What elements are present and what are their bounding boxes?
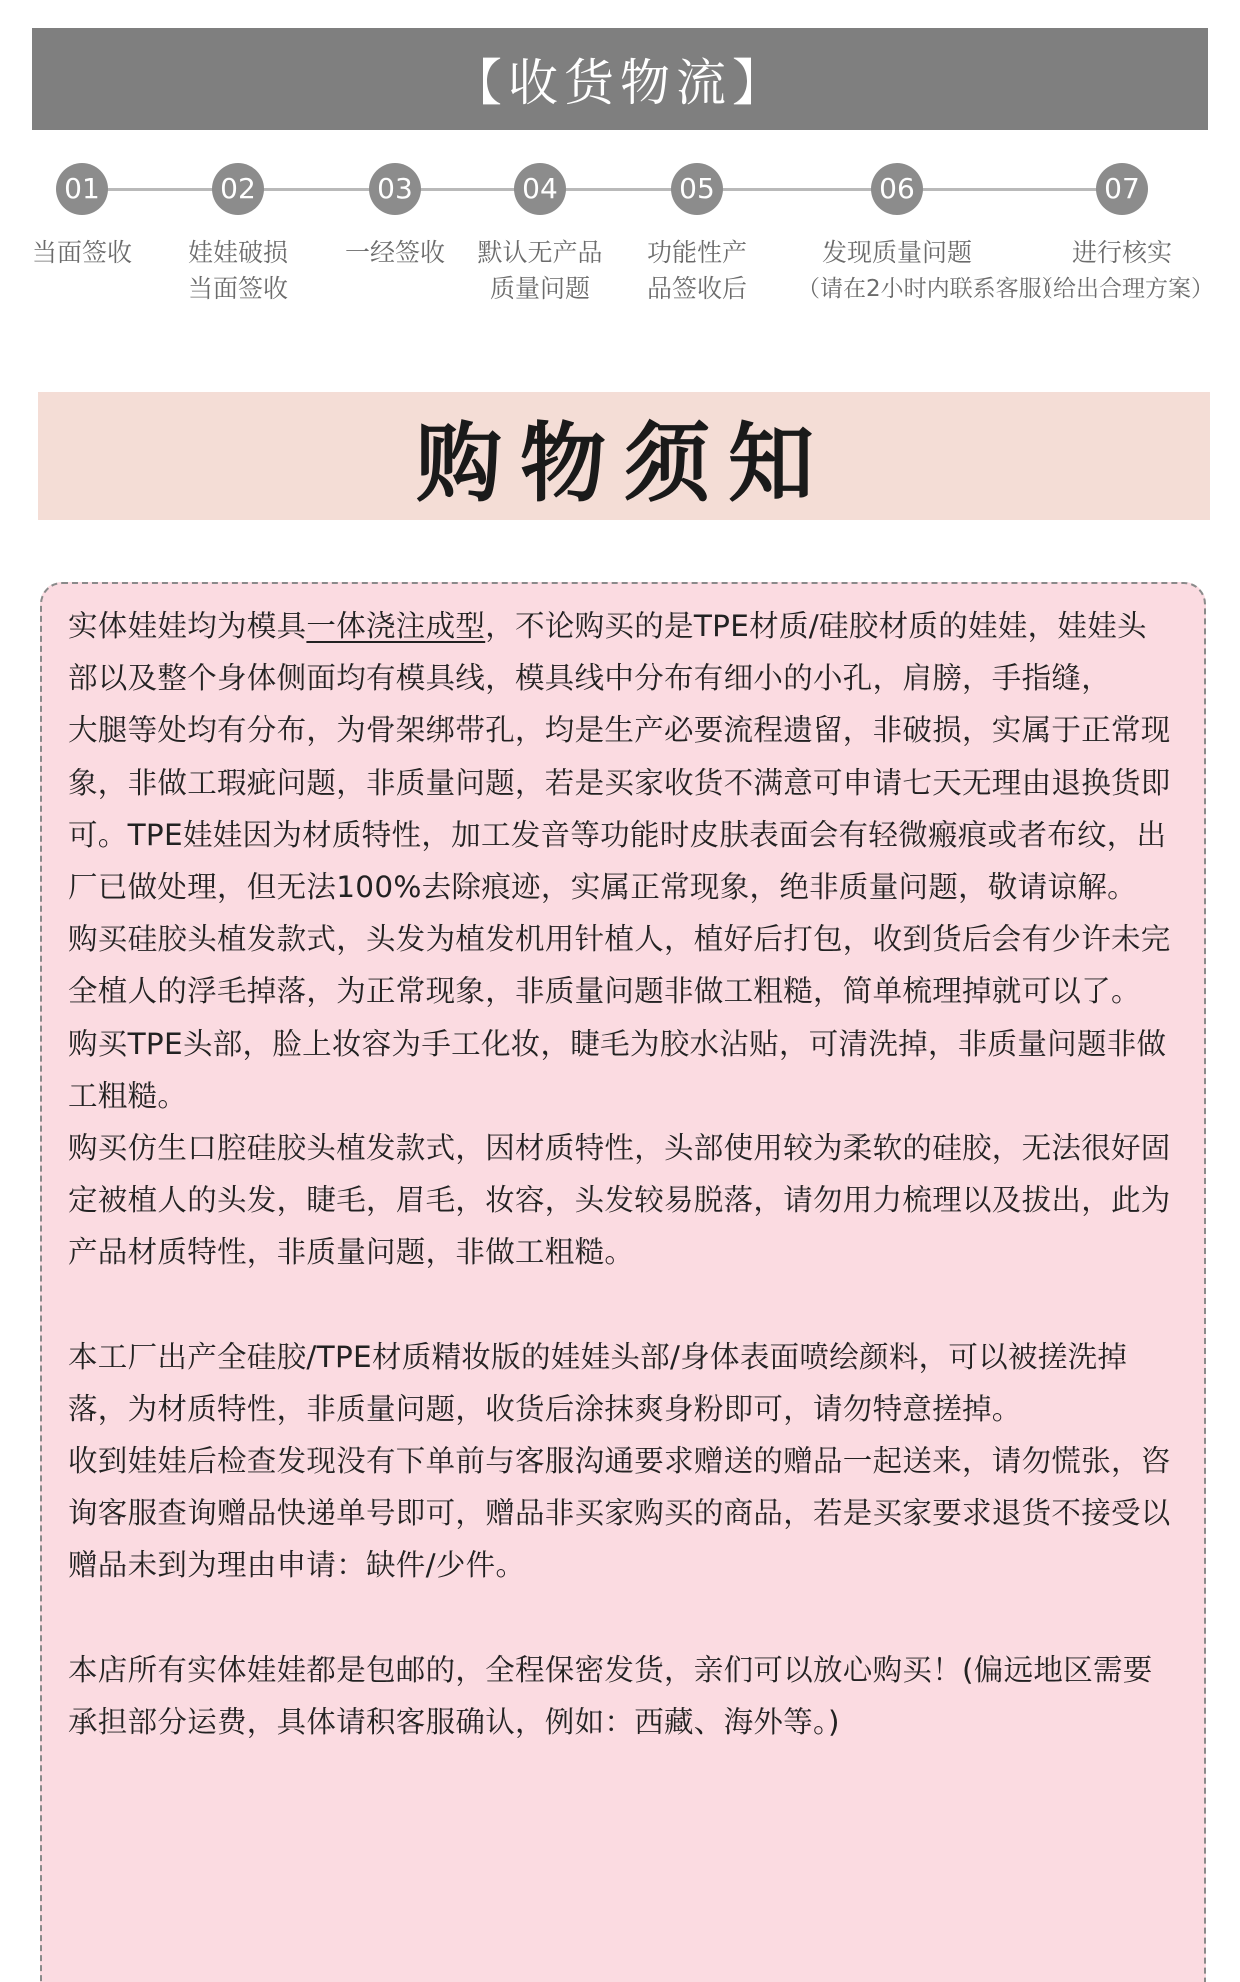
step-label: 进行核实 [1071,238,1172,267]
notice-box [40,582,1206,1982]
notice-paragraph-5: 购买仿生口腔硅胶头植发款式，因材质特性，头部使用较为柔软的硅胶，无法很好固定被植人的头发，睫毛，眉毛，妆容，头发较易脱落，请勿用力梳理以及拔出，此为产品材质特性，非质量问题，非做工粗糙。 [68,1131,1171,1270]
step-number: 02 [212,163,264,215]
notice-title: 购物须知 [416,414,832,514]
para1-text-post: ，不论购买的是TPE材质/硅胶材质的娃娃，娃娃头部以及整个身体侧面均有模具线，模具线中分布有细小的小孔，肩膀，手指缝， [68,609,1147,696]
notice-paragraph-1 [68,600,1176,704]
step-label-2: （请在2小时内联系客服） [797,276,1065,302]
step-label: 功能性产 [646,238,747,267]
notice-paragraph-3: 购买硅胶头植发款式，头发为植发机用针植人，植好后打包，收到货后会有少许未完全植人的浮毛掉落，为正常现象，非质量问题非做工粗糙，简单梳理掉就可以了。 [68,922,1171,1009]
step-label: 默认无产品 [477,238,603,267]
notice-paragraph-8: 本店所有实体娃娃都是包邮的，全程保密发货，亲们可以放心购买！(偏远地区需要承担部分运费，具体请积客服确认，例如：西藏、海外等。) [68,1652,1153,1739]
para1-text: 实体娃娃均为模具 [68,609,307,643]
para1-underline: 一体浇注成型 [306,609,486,643]
step-number: 06 [871,163,923,215]
step-label-2: 品签收后 [646,274,747,303]
logistics-timeline [0,160,1240,310]
step-07 [1022,160,1222,307]
notice-banner [38,392,1210,520]
step-label: 一经签收 [344,238,445,267]
step-label-2: 当面签收 [187,274,288,303]
step-number: 04 [514,163,566,215]
notice-paragraph-6: 本工厂出产全硅胶/TPE材质精妆版的娃娃头部/身体表面喷绘颜料，可以被搓洗掉落，为材质特性，非质量问题，收货后涂抹爽身粉即可，请勿特意搓掉。 [68,1339,1128,1426]
step-number: 01 [56,163,108,215]
logistics-title: 【收货物流】 [452,54,788,112]
step-number: 05 [671,163,723,215]
step-05 [597,160,797,307]
step-label: 发现质量问题 [821,238,972,267]
notice-paragraph-7: 收到娃娃后检查发现没有下单前与客服沟通要求赠送的赠品一起送来，请勿慌张，咨询客服查询赠品快递单号即可，赠品非买家购买的商品，若是买家要求退货不接受以赠品未到为理由申请：缺件/少件。 [68,1444,1171,1583]
notice-paragraph-4: 购买TPE头部，脸上妆容为手工化妆，睫毛为胶水沾贴，可清洗掉，非质量问题非做工粗糙。 [68,1026,1167,1113]
step-label-2: 质量问题 [489,274,590,303]
step-label-2: （给出合理方案） [1030,276,1214,302]
step-06 [797,160,1065,307]
step-label: 当面签收 [31,238,132,267]
step-number: 03 [369,163,421,215]
notice-paragraph-2: 大腿等处均有分布，为骨架绑带孔，均是生产必要流程遗留，非破损，实属于正常现象，非做工瑕疵问题，非质量问题，若是买家收货不满意可申请七天无理由退换货即可。TPE娃娃因为材质特性，加工发音等功能时皮肤表面会有轻微瘢痕或者布纹，出厂已做处理，但无法100%去除痕迹，实属正常现象，绝非质量问题，敬请谅解。 [68,713,1171,905]
step-number: 07 [1096,163,1148,215]
logistics-banner [32,28,1208,130]
step-label: 娃娃破损 [187,238,288,267]
